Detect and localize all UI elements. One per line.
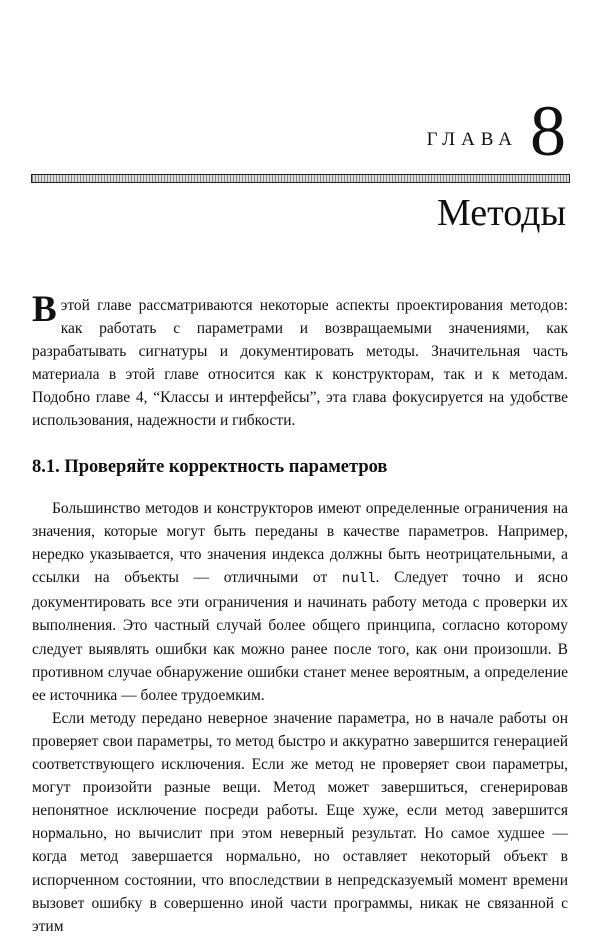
chapter-title: Методы bbox=[436, 192, 566, 234]
p1-text-start: Большинство методов и конструкторов имеют определенные ограничения на значения, которые могут быть переданы в качестве параметров. Например, нередко указывается, что значения индекса должны быть неотрицательными, а ссылки на объекты — отличными от bbox=[32, 500, 568, 587]
chapter-divider bbox=[31, 174, 570, 183]
inline-code-null: null bbox=[341, 571, 376, 588]
chapter-number: 8 bbox=[530, 91, 566, 171]
chapter-heading bbox=[426, 91, 566, 171]
p1-text-end: . Следует точно и ясно документировать все эти ограничения и начинать работу метода с проверки их выполнения. Это частный случай более общего принципа, согласно которому следует выявлять ошибки как можно ранее после того, как они произошли. В противном случае обнаружение ошибки станет менее вероятным, а определение ее источника — более трудоемким. bbox=[32, 569, 568, 704]
body-paragraph-2: Если методу передано неверное значение параметра, но в начале работы он проверяет свои параметры, то метод быстро и аккуратно завершится генерацией соответствующего исключения. Если же метод не проверяет свои параметры, могут произойти разные вещи. Метод может завершиться, сгенерировав непонятное исключение посреди работы. Еще хуже, если метод завершится нормально, но вычислит при этом неверный результат. Но самое худшее — когда метод завершается нормально, но оставляет некоторый объект в испорченном состоянии, что впоследствии в непредсказуемый момент времени вызовет ошибку в совершенно иной части программы, никак не связанной с этим bbox=[32, 709, 568, 935]
intro-text: этой главе рассматриваются некоторые аспекты проектирования методов: как работать с параметрами и возвращаемыми значениями, как разрабатывать сигнатуры и документировать методы. Значительная часть материала в этой главе относится как к конструкторам, так и к методам. Подобно главе 4, “Классы и интерфейсы”, эта глава фокусируется на удобстве использования, надежности и гибкости. bbox=[32, 297, 568, 430]
chapter-label: ГЛАВА bbox=[426, 129, 518, 150]
section-body bbox=[32, 497, 568, 938]
body-paragraph-1 bbox=[32, 497, 568, 707]
intro-paragraph bbox=[32, 289, 568, 433]
section-heading: 8.1. Проверяйте корректность параметров bbox=[32, 457, 388, 477]
drop-cap: В bbox=[32, 289, 57, 330]
